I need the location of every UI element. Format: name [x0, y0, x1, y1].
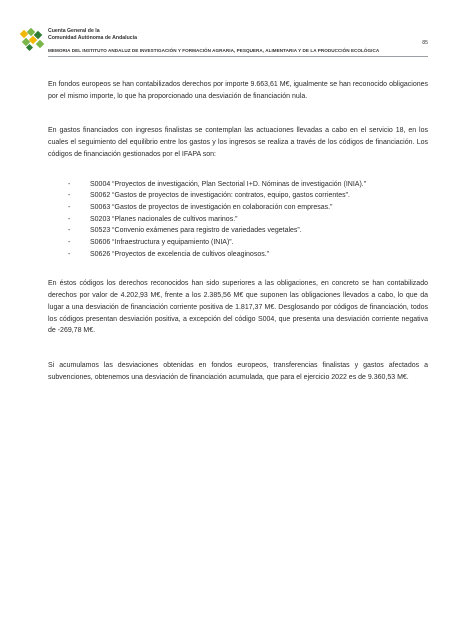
paragraph-deviation-detail: En éstos códigos los derechos reconocidos han sido superiores a las obligaciones, en concreto se han contabilizado derechos por valor de 4.202,93 M€, frente a los 2.385,56 M€ que suponen las obligaciones llevados a cabo, lo que da lugar a una desviación de financiación corriente positiva de 1.817,37 M€. Desglosando por códigos de financiación, todos los códigos presentan desviación positiva, a excepción del código S004, que presenta una desviación corriente negativa de -269,78 M€. — [48, 280, 428, 335]
list-marker: - — [68, 180, 71, 188]
junta-andalucia-logo-icon — [18, 28, 46, 52]
list-item-text: S0523 “Convenio exámenes para registro de variedades vegetales”. — [90, 227, 302, 235]
list-marker: - — [68, 239, 71, 247]
list-item — [48, 225, 428, 237]
list-item-text: S0062 “Gastos de proyectos de investigación: contratos, equipo, gastos corrientes”. — [90, 192, 350, 200]
list-item — [48, 202, 428, 214]
list-item — [48, 214, 428, 226]
list-item-text: S0004 “Proyectos de investigación, Plan Sectorial I+D. Nóminas de investigación (INIA).” — [90, 180, 367, 188]
list-item — [48, 249, 428, 261]
list-item-text: S0606 “Infraestructura y equipamiento (INIA)”. — [90, 239, 234, 247]
list-marker: - — [68, 203, 71, 211]
document-body — [48, 79, 428, 383]
list-item — [48, 237, 428, 249]
paragraph-finalist-income: En gastos financiados con ingresos finalistas se contemplan las actuaciones llevadas a cabo en el servicio 18, en los cuales el seguimiento del equilibrio entre los gastos y los ingresos se realiza a través de los códigos de financiación. Los códigos de financiación gestionados por el IFAPA son: — [48, 127, 428, 158]
list-marker: - — [68, 192, 71, 200]
report-title: MEMORIA DEL INSTITUTO ANDALUZ DE INVESTIGACIÓN Y FORMACIÓN AGRARIA, PESQUERA, ALIMENTARIA Y DE LA PRODUCCIÓN ECOLÓGICA — [48, 48, 380, 53]
list-marker: - — [68, 215, 71, 223]
list-item — [48, 190, 428, 202]
org-name-line1: Cuenta General de la — [48, 28, 100, 34]
page-number: 85 — [422, 40, 428, 46]
paragraph-accumulated-deviation: Si acumulamos las desviaciones obtenidas en fondos europeos, transferencias finalistas y gastos afectados a subvenciones, obtenemos una desviación de financiación acumulada, que para el ejercicio 2022 es de 9.360,53 M€. — [48, 361, 428, 381]
paragraph-european-funds: En fondos europeos se han contabilizados derechos por importe 9.663,61 M€, igualmente se han reconocido obligaciones por el mismo importe, lo que ha proporcionado una desviación de financiación nula. — [48, 81, 428, 100]
list-marker: - — [68, 250, 71, 258]
list-marker: - — [68, 227, 71, 235]
page-header — [0, 0, 452, 60]
list-item — [48, 179, 428, 191]
list-item-text: S0063 “Gastos de proyectos de investigación en colaboración con empresas.” — [90, 203, 333, 211]
header-divider — [48, 56, 428, 57]
financing-codes-list — [48, 179, 428, 261]
org-name-line2: Comunidad Autónoma de Andalucía — [48, 35, 137, 41]
list-item-text: S0203 “Planes nacionales de cultivos marinos.” — [90, 215, 238, 223]
list-item-text: S0626 “Proyectos de excelencia de cultivos oleaginosos.” — [90, 250, 269, 258]
